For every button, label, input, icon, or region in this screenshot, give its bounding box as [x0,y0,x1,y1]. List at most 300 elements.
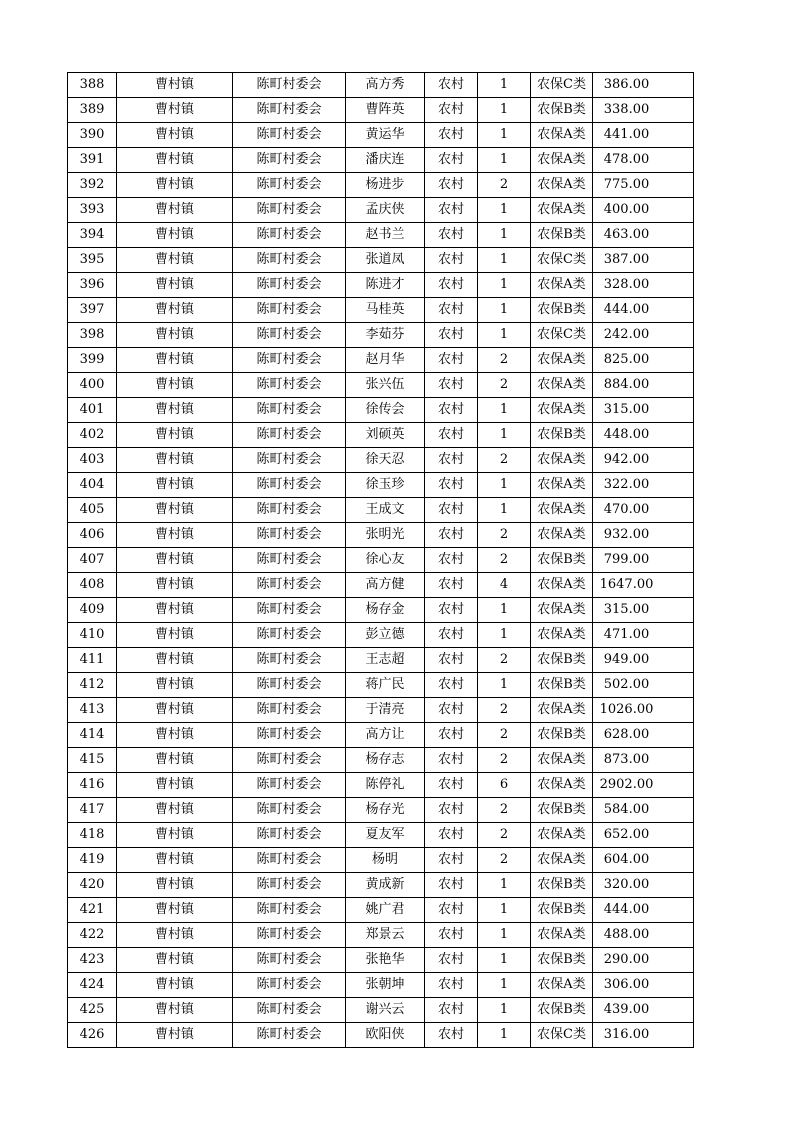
person-name-cell: 李茹芬 [346,323,425,348]
village-committee-cell: 陈町村委会 [233,398,346,423]
person-name-cell: 徐天忍 [346,448,425,473]
row-number-cell: 402 [68,423,117,448]
area-type-cell: 农村 [425,548,478,573]
amount-cell: 315.00 [593,598,694,623]
table-row [68,73,694,98]
insurance-category-cell: 农保A类 [531,448,593,473]
amount-cell: 2902.00 [593,773,694,798]
person-name-cell: 于清亮 [346,698,425,723]
area-type-cell: 农村 [425,498,478,523]
person-name-cell: 张艳华 [346,948,425,973]
amount-cell: 439.00 [593,998,694,1023]
village-committee-cell: 陈町村委会 [233,873,346,898]
row-number-cell: 394 [68,223,117,248]
insurance-category-cell: 农保A类 [531,348,593,373]
area-type-cell: 农村 [425,598,478,623]
town-cell: 曹村镇 [117,523,233,548]
town-cell: 曹村镇 [117,148,233,173]
amount-cell: 441.00 [593,123,694,148]
person-name-cell: 杨存光 [346,798,425,823]
amount-cell: 338.00 [593,98,694,123]
insurance-category-cell: 农保C类 [531,248,593,273]
person-name-cell: 潘庆连 [346,148,425,173]
insurance-category-cell: 农保A类 [531,273,593,298]
village-committee-cell: 陈町村委会 [233,523,346,548]
amount-cell: 242.00 [593,323,694,348]
town-cell: 曹村镇 [117,298,233,323]
amount-cell: 328.00 [593,273,694,298]
household-count-cell: 1 [478,398,531,423]
insurance-category-cell: 农保A类 [531,498,593,523]
household-count-cell: 1 [478,923,531,948]
village-committee-cell: 陈町村委会 [233,273,346,298]
row-number-cell: 404 [68,473,117,498]
insurance-category-cell: 农保A类 [531,923,593,948]
insurance-category-cell: 农保B类 [531,548,593,573]
insurance-category-cell: 农保A类 [531,123,593,148]
town-cell: 曹村镇 [117,798,233,823]
village-committee-cell: 陈町村委会 [233,73,346,98]
row-number-cell: 401 [68,398,117,423]
village-committee-cell: 陈町村委会 [233,298,346,323]
row-number-cell: 388 [68,73,117,98]
village-committee-cell: 陈町村委会 [233,198,346,223]
village-committee-cell: 陈町村委会 [233,723,346,748]
village-committee-cell: 陈町村委会 [233,923,346,948]
table-row [68,973,694,998]
row-number-cell: 425 [68,998,117,1023]
town-cell: 曹村镇 [117,273,233,298]
town-cell: 曹村镇 [117,348,233,373]
person-name-cell: 姚广君 [346,898,425,923]
table-row [68,198,694,223]
table-row [68,948,694,973]
row-number-cell: 392 [68,173,117,198]
person-name-cell: 徐心友 [346,548,425,573]
area-type-cell: 农村 [425,123,478,148]
table-row [68,248,694,273]
village-committee-cell: 陈町村委会 [233,798,346,823]
row-number-cell: 389 [68,98,117,123]
person-name-cell: 杨进步 [346,173,425,198]
area-type-cell: 农村 [425,73,478,98]
town-cell: 曹村镇 [117,248,233,273]
roster-table [67,72,694,1048]
amount-cell: 290.00 [593,948,694,973]
table-row [68,523,694,548]
person-name-cell: 杨明 [346,848,425,873]
household-count-cell: 1 [478,498,531,523]
household-count-cell: 2 [478,373,531,398]
insurance-category-cell: 农保A类 [531,573,593,598]
amount-cell: 471.00 [593,623,694,648]
amount-cell: 488.00 [593,923,694,948]
amount-cell: 478.00 [593,148,694,173]
amount-cell: 884.00 [593,373,694,398]
table-row [68,473,694,498]
household-count-cell: 2 [478,523,531,548]
insurance-category-cell: 农保A类 [531,748,593,773]
insurance-category-cell: 农保B类 [531,998,593,1023]
town-cell: 曹村镇 [117,748,233,773]
insurance-category-cell: 农保A类 [531,698,593,723]
household-count-cell: 1 [478,873,531,898]
amount-cell: 463.00 [593,223,694,248]
area-type-cell: 农村 [425,973,478,998]
household-count-cell: 6 [478,773,531,798]
household-count-cell: 1 [478,273,531,298]
area-type-cell: 农村 [425,223,478,248]
household-count-cell: 1 [478,248,531,273]
person-name-cell: 高方秀 [346,73,425,98]
area-type-cell: 农村 [425,723,478,748]
amount-cell: 448.00 [593,423,694,448]
household-count-cell: 1 [478,673,531,698]
row-number-cell: 409 [68,598,117,623]
household-count-cell: 1 [478,1023,531,1048]
town-cell: 曹村镇 [117,373,233,398]
village-committee-cell: 陈町村委会 [233,548,346,573]
town-cell: 曹村镇 [117,923,233,948]
amount-cell: 400.00 [593,198,694,223]
area-type-cell: 农村 [425,148,478,173]
amount-cell: 322.00 [593,473,694,498]
person-name-cell: 黄运华 [346,123,425,148]
insurance-category-cell: 农保A类 [531,148,593,173]
table-row [68,773,694,798]
town-cell: 曹村镇 [117,448,233,473]
village-committee-cell: 陈町村委会 [233,498,346,523]
insurance-category-cell: 农保B类 [531,723,593,748]
table-row [68,498,694,523]
household-count-cell: 1 [478,323,531,348]
village-committee-cell: 陈町村委会 [233,323,346,348]
town-cell: 曹村镇 [117,498,233,523]
village-committee-cell: 陈町村委会 [233,673,346,698]
insurance-category-cell: 农保A类 [531,623,593,648]
town-cell: 曹村镇 [117,673,233,698]
village-committee-cell: 陈町村委会 [233,748,346,773]
area-type-cell: 农村 [425,473,478,498]
household-count-cell: 1 [478,973,531,998]
area-type-cell: 农村 [425,998,478,1023]
amount-cell: 306.00 [593,973,694,998]
row-number-cell: 410 [68,623,117,648]
village-committee-cell: 陈町村委会 [233,573,346,598]
table-row [68,798,694,823]
household-count-cell: 2 [478,173,531,198]
town-cell: 曹村镇 [117,598,233,623]
insurance-category-cell: 农保B类 [531,873,593,898]
amount-cell: 315.00 [593,398,694,423]
village-committee-cell: 陈町村委会 [233,698,346,723]
household-count-cell: 2 [478,848,531,873]
town-cell: 曹村镇 [117,973,233,998]
village-committee-cell: 陈町村委会 [233,98,346,123]
insurance-category-cell: 农保A类 [531,198,593,223]
person-name-cell: 张道凤 [346,248,425,273]
amount-cell: 799.00 [593,548,694,573]
area-type-cell: 农村 [425,173,478,198]
row-number-cell: 391 [68,148,117,173]
household-count-cell: 2 [478,448,531,473]
household-count-cell: 2 [478,723,531,748]
insurance-category-cell: 农保A类 [531,973,593,998]
amount-cell: 386.00 [593,73,694,98]
row-number-cell: 403 [68,448,117,473]
household-count-cell: 4 [478,573,531,598]
person-name-cell: 张朝坤 [346,973,425,998]
row-number-cell: 417 [68,798,117,823]
village-committee-cell: 陈町村委会 [233,948,346,973]
village-committee-cell: 陈町村委会 [233,848,346,873]
household-count-cell: 1 [478,598,531,623]
household-count-cell: 1 [478,148,531,173]
town-cell: 曹村镇 [117,623,233,648]
household-count-cell: 1 [478,623,531,648]
household-count-cell: 1 [478,298,531,323]
insurance-category-cell: 农保B类 [531,98,593,123]
town-cell: 曹村镇 [117,98,233,123]
area-type-cell: 农村 [425,848,478,873]
town-cell: 曹村镇 [117,823,233,848]
table-row [68,573,694,598]
table-row [68,223,694,248]
row-number-cell: 412 [68,673,117,698]
area-type-cell: 农村 [425,523,478,548]
table-row [68,123,694,148]
person-name-cell: 高方让 [346,723,425,748]
person-name-cell: 高方健 [346,573,425,598]
household-count-cell: 1 [478,948,531,973]
row-number-cell: 406 [68,523,117,548]
area-type-cell: 农村 [425,398,478,423]
area-type-cell: 农村 [425,898,478,923]
town-cell: 曹村镇 [117,1023,233,1048]
row-number-cell: 399 [68,348,117,373]
town-cell: 曹村镇 [117,698,233,723]
amount-cell: 1026.00 [593,698,694,723]
insurance-category-cell: 农保B类 [531,898,593,923]
insurance-category-cell: 农保B类 [531,948,593,973]
table-row [68,648,694,673]
area-type-cell: 农村 [425,873,478,898]
area-type-cell: 农村 [425,823,478,848]
table-row [68,698,694,723]
household-count-cell: 2 [478,648,531,673]
insurance-category-cell: 农保A类 [531,773,593,798]
amount-cell: 775.00 [593,173,694,198]
area-type-cell: 农村 [425,198,478,223]
insurance-category-cell: 农保A类 [531,373,593,398]
village-committee-cell: 陈町村委会 [233,448,346,473]
village-committee-cell: 陈町村委会 [233,173,346,198]
insurance-category-cell: 农保B类 [531,798,593,823]
household-count-cell: 1 [478,198,531,223]
insurance-category-cell: 农保A类 [531,823,593,848]
village-committee-cell: 陈町村委会 [233,423,346,448]
village-committee-cell: 陈町村委会 [233,973,346,998]
town-cell: 曹村镇 [117,423,233,448]
row-number-cell: 405 [68,498,117,523]
row-number-cell: 408 [68,573,117,598]
table-row [68,1023,694,1048]
table-row [68,298,694,323]
village-committee-cell: 陈町村委会 [233,148,346,173]
town-cell: 曹村镇 [117,573,233,598]
household-count-cell: 2 [478,798,531,823]
person-name-cell: 陈停礼 [346,773,425,798]
village-committee-cell: 陈町村委会 [233,648,346,673]
area-type-cell: 农村 [425,923,478,948]
insurance-category-cell: 农保A类 [531,398,593,423]
town-cell: 曹村镇 [117,323,233,348]
town-cell: 曹村镇 [117,198,233,223]
row-number-cell: 393 [68,198,117,223]
table-row [68,873,694,898]
row-number-cell: 398 [68,323,117,348]
town-cell: 曹村镇 [117,123,233,148]
person-name-cell: 赵月华 [346,348,425,373]
area-type-cell: 农村 [425,348,478,373]
table-row [68,398,694,423]
person-name-cell: 孟庆侠 [346,198,425,223]
row-number-cell: 407 [68,548,117,573]
insurance-category-cell: 农保C类 [531,323,593,348]
row-number-cell: 414 [68,723,117,748]
town-cell: 曹村镇 [117,398,233,423]
person-name-cell: 杨存金 [346,598,425,623]
insurance-category-cell: 农保B类 [531,298,593,323]
table-row [68,273,694,298]
household-count-cell: 1 [478,98,531,123]
insurance-category-cell: 农保B类 [531,423,593,448]
area-type-cell: 农村 [425,1023,478,1048]
amount-cell: 1647.00 [593,573,694,598]
person-name-cell: 彭立德 [346,623,425,648]
village-committee-cell: 陈町村委会 [233,1023,346,1048]
row-number-cell: 416 [68,773,117,798]
village-committee-cell: 陈町村委会 [233,773,346,798]
area-type-cell: 农村 [425,623,478,648]
table-row [68,673,694,698]
table-row [68,548,694,573]
person-name-cell: 王志超 [346,648,425,673]
area-type-cell: 农村 [425,298,478,323]
table-row [68,598,694,623]
town-cell: 曹村镇 [117,223,233,248]
village-committee-cell: 陈町村委会 [233,898,346,923]
person-name-cell: 曹阵英 [346,98,425,123]
amount-cell: 316.00 [593,1023,694,1048]
row-number-cell: 400 [68,373,117,398]
row-number-cell: 413 [68,698,117,723]
row-number-cell: 411 [68,648,117,673]
amount-cell: 604.00 [593,848,694,873]
person-name-cell: 郑景云 [346,923,425,948]
amount-cell: 444.00 [593,298,694,323]
insurance-category-cell: 农保A类 [531,523,593,548]
table-row [68,323,694,348]
row-number-cell: 415 [68,748,117,773]
household-count-cell: 1 [478,898,531,923]
household-count-cell: 1 [478,473,531,498]
amount-cell: 652.00 [593,823,694,848]
village-committee-cell: 陈町村委会 [233,473,346,498]
person-name-cell: 谢兴云 [346,998,425,1023]
area-type-cell: 农村 [425,248,478,273]
table-row [68,348,694,373]
person-name-cell: 黄成新 [346,873,425,898]
area-type-cell: 农村 [425,648,478,673]
insurance-category-cell: 农保A类 [531,473,593,498]
table-row [68,898,694,923]
town-cell: 曹村镇 [117,848,233,873]
table-row [68,623,694,648]
household-count-cell: 1 [478,73,531,98]
area-type-cell: 农村 [425,423,478,448]
village-committee-cell: 陈町村委会 [233,223,346,248]
area-type-cell: 农村 [425,948,478,973]
row-number-cell: 397 [68,298,117,323]
amount-cell: 628.00 [593,723,694,748]
row-number-cell: 395 [68,248,117,273]
area-type-cell: 农村 [425,573,478,598]
town-cell: 曹村镇 [117,473,233,498]
roster-table-body [68,73,694,1048]
area-type-cell: 农村 [425,673,478,698]
insurance-category-cell: 农保B类 [531,223,593,248]
household-count-cell: 1 [478,423,531,448]
table-row [68,823,694,848]
town-cell: 曹村镇 [117,548,233,573]
table-row [68,98,694,123]
amount-cell: 470.00 [593,498,694,523]
area-type-cell: 农村 [425,273,478,298]
amount-cell: 942.00 [593,448,694,473]
town-cell: 曹村镇 [117,723,233,748]
person-name-cell: 蒋广民 [346,673,425,698]
village-committee-cell: 陈町村委会 [233,373,346,398]
household-count-cell: 2 [478,698,531,723]
insurance-category-cell: 农保B类 [531,648,593,673]
town-cell: 曹村镇 [117,873,233,898]
amount-cell: 387.00 [593,248,694,273]
amount-cell: 502.00 [593,673,694,698]
table-row [68,148,694,173]
person-name-cell: 欧阳侠 [346,1023,425,1048]
area-type-cell: 农村 [425,323,478,348]
insurance-category-cell: 农保B类 [531,673,593,698]
household-count-cell: 1 [478,123,531,148]
town-cell: 曹村镇 [117,173,233,198]
amount-cell: 584.00 [593,798,694,823]
table-row [68,923,694,948]
household-count-cell: 2 [478,823,531,848]
table-row [68,723,694,748]
person-name-cell: 陈进才 [346,273,425,298]
town-cell: 曹村镇 [117,948,233,973]
table-row [68,373,694,398]
amount-cell: 320.00 [593,873,694,898]
village-committee-cell: 陈町村委会 [233,348,346,373]
row-number-cell: 390 [68,123,117,148]
person-name-cell: 徐玉珍 [346,473,425,498]
household-count-cell: 2 [478,748,531,773]
table-row [68,423,694,448]
row-number-cell: 420 [68,873,117,898]
table-row [68,748,694,773]
